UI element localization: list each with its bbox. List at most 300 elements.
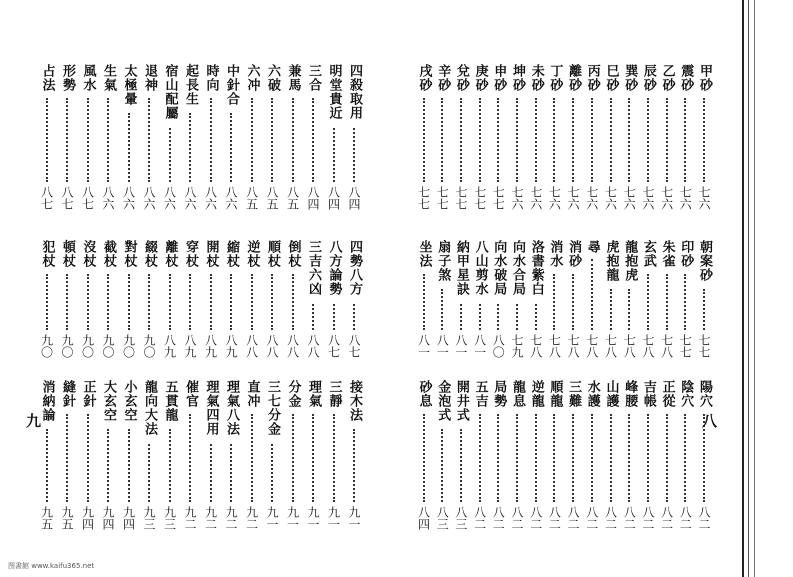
- toc-page-number: 七六: [659, 186, 674, 210]
- toc-column: [322, 8, 346, 556]
- toc-page-number: 九四: [121, 506, 136, 530]
- toc-column: [240, 8, 264, 556]
- toc-page-number: 七六: [584, 186, 599, 210]
- toc-page-number: 八二: [622, 506, 637, 530]
- toc-entry-title[interactable]: 直冲: [244, 380, 260, 408]
- toc-page-number: 九二: [224, 506, 238, 530]
- toc-page-number: 七六: [566, 186, 581, 210]
- toc-page-number: 八六: [203, 186, 218, 210]
- toc-entry-title[interactable]: 龍抱虎: [622, 240, 638, 282]
- leader-dots: [148, 274, 150, 330]
- toc-page-number: 八六: [224, 186, 238, 210]
- leader-dots: [610, 98, 612, 182]
- leader-dots: [647, 274, 649, 330]
- toc-entry-title[interactable]: 震砂: [678, 64, 694, 92]
- toc-entry-title[interactable]: 消砂: [566, 240, 582, 268]
- toc-page-number: 八六: [142, 186, 156, 210]
- toc-column: [158, 8, 182, 556]
- toc-page-number: 七八: [547, 334, 562, 358]
- footer-watermark: 图書館 www.kaifu365.net: [8, 562, 95, 570]
- leader-dots: [107, 98, 109, 182]
- leader-dots: [333, 128, 335, 182]
- toc-page-number: 九一: [265, 506, 279, 530]
- leader-dots: [666, 414, 668, 502]
- toc-page-number: 八二: [640, 506, 655, 530]
- toc-page-number: 八二: [697, 506, 711, 530]
- leader-dots: [353, 304, 355, 330]
- toc-entry-title[interactable]: 消納論: [39, 380, 55, 422]
- toc-entry-title[interactable]: 小玄空: [121, 380, 137, 422]
- book-spine-edge: [742, 0, 744, 577]
- leader-dots: [572, 274, 574, 330]
- toc-entry-title[interactable]: 向水合局: [510, 240, 525, 296]
- toc-entry-title[interactable]: 消水: [547, 240, 563, 268]
- leader-dots: [251, 274, 253, 330]
- leader-dots: [572, 98, 574, 182]
- toc-entry-title[interactable]: 對杖: [121, 240, 137, 268]
- toc-entry-title[interactable]: 順杖: [265, 240, 280, 268]
- toc-entry-title[interactable]: 開杖: [203, 240, 219, 268]
- toc-page-number: 九四: [80, 506, 95, 530]
- toc-entry-title[interactable]: 五貫龍: [162, 380, 178, 422]
- leader-dots: [148, 444, 150, 502]
- toc-page-number: 七八: [566, 334, 581, 358]
- toc-entry-title[interactable]: 峰腰: [622, 380, 638, 408]
- toc-page-number: 九二: [244, 506, 259, 530]
- toc-entry-title[interactable]: 宿山配屬: [162, 64, 178, 120]
- toc-entry-title[interactable]: 六冲: [244, 64, 260, 92]
- leader-dots: [479, 98, 481, 182]
- toc-column: [219, 8, 243, 556]
- toc-entry-title[interactable]: 扇子煞: [435, 240, 451, 282]
- toc-entry-title[interactable]: 兼馬: [285, 64, 301, 92]
- toc-page-number: 七六: [640, 186, 655, 210]
- toc-entry-title[interactable]: 丁砂: [547, 64, 563, 92]
- toc-entry-title[interactable]: 庚砂: [472, 64, 488, 92]
- right-page: [392, 8, 740, 556]
- leader-dots: [497, 414, 499, 502]
- toc-entry-title[interactable]: 逆杖: [244, 240, 260, 268]
- leader-dots: [128, 429, 130, 502]
- leader-dots: [497, 98, 499, 182]
- toc-column: [199, 8, 223, 556]
- toc-entry-title[interactable]: 四勢八方: [347, 240, 362, 296]
- toc-page-number: 八一: [416, 334, 431, 358]
- toc-entry-title[interactable]: 砂息: [416, 380, 432, 408]
- leader-dots: [684, 98, 686, 182]
- toc-page-number: 八八: [265, 334, 279, 358]
- toc-page-number: 九〇: [60, 334, 74, 358]
- toc-page-number: 七八: [584, 334, 599, 358]
- toc-column: [117, 8, 141, 556]
- toc-page-number: 七八: [622, 334, 637, 358]
- toc-entry-title[interactable]: 局勢: [491, 380, 507, 408]
- leader-dots: [516, 304, 518, 330]
- toc-page-number: 八一: [472, 334, 487, 358]
- toc-page-number: 八七: [326, 334, 341, 358]
- leader-dots: [628, 414, 630, 502]
- toc-entry-title[interactable]: 離杖: [162, 240, 178, 268]
- toc-page-number: 九五: [60, 506, 74, 530]
- toc-page-number: 九一: [306, 506, 320, 530]
- leader-dots: [251, 98, 253, 182]
- toc-page-number: 八二: [491, 506, 506, 530]
- toc-entry-title[interactable]: 順龍: [547, 380, 563, 408]
- leader-dots: [230, 113, 232, 182]
- toc-entry-title[interactable]: 辛砂: [435, 64, 451, 92]
- toc-entry-title[interactable]: 巳砂: [603, 64, 619, 92]
- toc-column: [35, 8, 59, 556]
- leader-dots: [353, 128, 355, 182]
- toc-entry-title[interactable]: 尋: [584, 240, 600, 254]
- leader-dots: [46, 429, 48, 502]
- leader-dots: [128, 274, 130, 330]
- toc-page-number: 七八: [603, 334, 618, 358]
- toc-entry-title[interactable]: 風水: [80, 64, 96, 92]
- toc-page-number: 八六: [183, 186, 197, 210]
- toc-page-number: 八二: [547, 506, 562, 530]
- leader-dots: [460, 304, 462, 330]
- leader-dots: [353, 429, 355, 502]
- leader-dots: [553, 414, 555, 502]
- leader-dots: [333, 414, 335, 502]
- toc-entry-title[interactable]: 納甲星訣: [453, 240, 469, 296]
- toc-page-number: 七七: [416, 186, 431, 210]
- leader-dots: [647, 414, 649, 502]
- toc-entry-title[interactable]: 辰砂: [640, 64, 656, 92]
- leader-dots: [169, 274, 171, 330]
- leader-dots: [312, 414, 314, 502]
- toc-entry-title[interactable]: 水護: [584, 380, 600, 408]
- toc-page-number: 八七: [60, 186, 74, 210]
- leader-dots: [553, 98, 555, 182]
- leader-dots: [148, 98, 150, 182]
- toc-column: [342, 8, 366, 556]
- toc-page-number: 八七: [39, 186, 54, 210]
- leader-dots: [610, 414, 612, 502]
- toc-column: [178, 8, 202, 556]
- leader-dots: [87, 98, 89, 182]
- toc-entry-title[interactable]: 甲砂: [697, 64, 712, 92]
- toc-entry-title[interactable]: 龍向大法: [142, 380, 157, 436]
- toc-entry-title[interactable]: 逆龍: [528, 380, 544, 408]
- leader-dots: [423, 274, 425, 330]
- toc-page-number: 八四: [416, 506, 431, 530]
- toc-page-number: 八三: [435, 506, 450, 530]
- toc-entry-title[interactable]: 三七分金: [265, 380, 280, 436]
- toc-page-number: 七八: [659, 334, 674, 358]
- leader-dots: [441, 289, 443, 330]
- toc-entry-title[interactable]: 陽穴: [697, 380, 712, 408]
- leader-dots: [441, 429, 443, 502]
- toc-entry-title[interactable]: 理氣四用: [203, 380, 219, 436]
- toc-page-number: 九〇: [39, 334, 54, 358]
- toc-page-number: 七七: [697, 334, 711, 358]
- toc-page-number: 八二: [528, 506, 543, 530]
- toc-page-number: 七六: [678, 186, 693, 210]
- toc-entry-title[interactable]: 巽砂: [622, 64, 638, 92]
- toc-entry-title[interactable]: 三吉六凶: [306, 240, 321, 296]
- toc-column: [260, 8, 284, 556]
- toc-page-number: 八九: [203, 334, 218, 358]
- toc-entry-title[interactable]: 八方論勢: [326, 240, 342, 296]
- toc-page-number: 九〇: [80, 334, 95, 358]
- toc-entry-title[interactable]: 乙砂: [659, 64, 675, 92]
- leader-dots: [423, 98, 425, 182]
- leader-dots: [312, 98, 314, 182]
- toc-page-number: 七七: [453, 186, 468, 210]
- leader-dots: [251, 414, 253, 502]
- toc-entry-title[interactable]: 太極暈: [121, 64, 137, 106]
- toc-page-number: 七六: [528, 186, 543, 210]
- toc-page-number: 九五: [39, 506, 54, 530]
- toc-column: [76, 8, 100, 556]
- leader-dots: [271, 444, 273, 502]
- leader-dots: [460, 429, 462, 502]
- toc-page-number: 八六: [162, 186, 177, 210]
- leader-dots: [333, 304, 335, 330]
- toc-entry-title[interactable]: 金泡式: [435, 380, 451, 422]
- toc-entry-title[interactable]: 倒杖: [285, 240, 301, 268]
- toc-entry-title[interactable]: 形勢: [60, 64, 75, 92]
- toc-entry-title[interactable]: 丙砂: [584, 64, 600, 92]
- toc-entry-title[interactable]: 四殺取用: [347, 64, 362, 120]
- leader-dots: [66, 274, 68, 330]
- toc-page-number: 九〇: [142, 334, 156, 358]
- toc-page-number: 七六: [603, 186, 618, 210]
- leader-dots: [210, 444, 212, 502]
- toc-entry-title[interactable]: 三合: [306, 64, 321, 92]
- toc-entry-title[interactable]: 催官: [183, 380, 198, 408]
- leader-dots: [479, 414, 481, 502]
- toc-entry-title[interactable]: 申砂: [491, 64, 507, 92]
- leader-dots: [169, 128, 171, 182]
- toc-page-number: 九三: [162, 506, 177, 530]
- toc-entry-title[interactable]: 戌砂: [416, 64, 432, 92]
- toc-entry-title[interactable]: 正針: [80, 380, 96, 408]
- toc-page-number: 七六: [622, 186, 637, 210]
- toc-column: [55, 8, 79, 556]
- toc-entry-title[interactable]: 三難: [566, 380, 582, 408]
- leader-dots: [271, 98, 273, 182]
- leader-dots: [628, 98, 630, 182]
- toc-page-number: 八五: [265, 186, 279, 210]
- toc-page-number: 七八: [528, 334, 543, 358]
- toc-entry-title[interactable]: 向水破局: [491, 240, 507, 296]
- toc-entry-title[interactable]: 陰穴: [678, 380, 694, 408]
- toc-entry-title[interactable]: 大玄空: [101, 380, 116, 422]
- toc-entry-title[interactable]: 頓杖: [60, 240, 75, 268]
- leader-dots: [189, 274, 191, 330]
- toc-entry-title[interactable]: 時向: [203, 64, 219, 92]
- toc-page-number: 八九: [224, 334, 238, 358]
- toc-page-number: 九一: [326, 506, 341, 530]
- toc-entry-title[interactable]: 五吉: [472, 380, 488, 408]
- toc-entry-title[interactable]: 印砂: [678, 240, 694, 268]
- toc-entry-title[interactable]: 明堂貴近: [326, 64, 342, 120]
- toc-page-number: 七七: [678, 334, 693, 358]
- toc-entry-title[interactable]: 分金: [285, 380, 301, 408]
- toc-page-number: 八二: [659, 506, 674, 530]
- leader-dots: [684, 414, 686, 502]
- toc-entry-title[interactable]: 起長生: [183, 64, 198, 106]
- toc-entry-title[interactable]: 退神: [142, 64, 157, 92]
- leader-dots: [666, 274, 668, 330]
- toc-page-number: 八六: [121, 186, 136, 210]
- leader-dots: [312, 304, 314, 330]
- leader-dots: [230, 274, 232, 330]
- toc-page-number: 八二: [472, 506, 487, 530]
- leader-dots: [189, 414, 191, 502]
- toc-entry-title[interactable]: 虎抱龍: [603, 240, 619, 282]
- leader-dots: [684, 274, 686, 330]
- toc-page-number: 八二: [510, 506, 524, 530]
- leader-dots: [497, 304, 499, 330]
- toc-page-number: 八五: [285, 186, 300, 210]
- toc-page-number: 七九: [510, 334, 524, 358]
- left-page: [22, 8, 368, 556]
- leader-dots: [703, 98, 705, 182]
- leader-dots: [271, 274, 273, 330]
- leader-dots: [66, 414, 68, 502]
- toc-page-number: 八五: [244, 186, 259, 210]
- toc-entry-title[interactable]: 玄武: [640, 240, 656, 268]
- leader-dots: [460, 98, 462, 182]
- leader-dots: [535, 414, 537, 502]
- toc-entry-title[interactable]: 朱雀: [659, 240, 675, 268]
- leader-dots: [591, 259, 593, 330]
- leader-dots: [66, 98, 68, 182]
- leader-dots: [610, 289, 612, 330]
- leader-dots: [46, 274, 48, 330]
- toc-entry-title[interactable]: 兌砂: [453, 64, 469, 92]
- leader-dots: [666, 98, 668, 182]
- leader-dots: [535, 98, 537, 182]
- toc-entry-title[interactable]: 縮杖: [224, 240, 239, 268]
- toc-entry-title[interactable]: 離砂: [566, 64, 582, 92]
- toc-entry-title[interactable]: 犯杖: [39, 240, 55, 268]
- toc-entry-title[interactable]: 山護: [603, 380, 619, 408]
- toc-page-number: 八八: [285, 334, 300, 358]
- toc-page-number: 八二: [603, 506, 618, 530]
- leader-dots: [107, 429, 109, 502]
- toc-entry-title[interactable]: 開井式: [453, 380, 469, 422]
- toc-entry-title[interactable]: 占法: [39, 64, 55, 92]
- leader-dots: [479, 304, 481, 330]
- toc-page-number: 九〇: [121, 334, 136, 358]
- toc-column: [301, 8, 325, 556]
- toc-page-number: 八四: [326, 186, 341, 210]
- leader-dots: [87, 414, 89, 502]
- toc-page-number: 七八: [640, 334, 655, 358]
- toc-entry-title[interactable]: 六破: [265, 64, 280, 92]
- leader-dots: [210, 274, 212, 330]
- toc-entry-title[interactable]: 綴杖: [142, 240, 157, 268]
- toc-page-number: 八九: [183, 334, 197, 358]
- toc-entry-title[interactable]: 龍息: [510, 380, 525, 408]
- leader-dots: [87, 274, 89, 330]
- toc-entry-title[interactable]: 理氣: [306, 380, 321, 408]
- leader-dots: [628, 289, 630, 330]
- toc-column: [412, 8, 436, 556]
- toc-entry-title[interactable]: 沒杖: [80, 240, 96, 268]
- toc-page-number: 七七: [472, 186, 487, 210]
- toc-entry-title[interactable]: 中針合: [224, 64, 239, 106]
- toc-page-number: 九三: [142, 506, 156, 530]
- toc-entry-title[interactable]: 縫針: [60, 380, 75, 408]
- toc-page-number: 七七: [435, 186, 450, 210]
- toc-entry-title[interactable]: 坤砂: [510, 64, 525, 92]
- toc-entry-title[interactable]: 三靜: [326, 380, 342, 408]
- toc-entry-title[interactable]: 穿杖: [183, 240, 198, 268]
- toc-page-number: 八七: [80, 186, 95, 210]
- toc-entry-title[interactable]: 八山剪水: [472, 240, 488, 296]
- book-spine-edge: [748, 0, 749, 577]
- leader-dots: [441, 98, 443, 182]
- leader-dots: [169, 429, 171, 502]
- toc-entry-title[interactable]: 未砂: [528, 64, 544, 92]
- leader-dots: [535, 304, 537, 330]
- toc-entry-title[interactable]: 正從: [659, 380, 675, 408]
- leader-dots: [591, 414, 593, 502]
- toc-page-number: 九四: [101, 506, 115, 530]
- toc-entry-title[interactable]: 生氣: [101, 64, 116, 92]
- toc-column: [137, 8, 161, 556]
- leader-dots: [516, 414, 518, 502]
- toc-page-number: 八九: [162, 334, 177, 358]
- leader-dots: [553, 274, 555, 330]
- toc-page-number: 七六: [697, 186, 711, 210]
- leader-dots: [292, 274, 294, 330]
- toc-entry-title[interactable]: 接木法: [347, 380, 362, 422]
- leader-dots: [128, 113, 130, 182]
- toc-page-number: 八〇: [491, 334, 506, 358]
- toc-page-number: 七六: [547, 186, 562, 210]
- toc-page-number: 八二: [678, 506, 693, 530]
- leader-dots: [703, 289, 705, 330]
- toc-entry-title[interactable]: 截杖: [101, 240, 116, 268]
- toc-page-number: 九二: [203, 506, 218, 530]
- toc-page-number: 八三: [453, 506, 468, 530]
- toc-entry-title[interactable]: 坐法: [416, 240, 432, 268]
- leader-dots: [292, 98, 294, 182]
- leader-dots: [572, 414, 574, 502]
- toc-column: [281, 8, 305, 556]
- right-page-number: 八: [702, 412, 718, 430]
- toc-page-number: 八一: [453, 334, 468, 358]
- toc-page-number: 七七: [491, 186, 506, 210]
- toc-page-number: 八七: [347, 334, 361, 358]
- leader-dots: [591, 98, 593, 182]
- leader-dots: [46, 98, 48, 182]
- leader-dots: [210, 98, 212, 182]
- leader-dots: [647, 98, 649, 182]
- toc-entry-title[interactable]: 朝案砂: [697, 240, 712, 282]
- toc-entry-title[interactable]: 理氣八法: [224, 380, 239, 436]
- toc-page-number: 八二: [566, 506, 581, 530]
- toc-page-number: 九一: [285, 506, 300, 530]
- toc-page-number: 八六: [101, 186, 115, 210]
- toc-entry-title[interactable]: 吉帳: [640, 380, 656, 408]
- leader-dots: [107, 274, 109, 330]
- toc-page-number: 九〇: [101, 334, 115, 358]
- toc-entry-title[interactable]: 洛書紫白: [528, 240, 544, 296]
- leader-dots: [189, 113, 191, 182]
- toc-page-number: 八八: [244, 334, 259, 358]
- left-page-number: 九: [26, 412, 42, 430]
- leader-dots: [516, 98, 518, 182]
- leader-dots: [292, 414, 294, 502]
